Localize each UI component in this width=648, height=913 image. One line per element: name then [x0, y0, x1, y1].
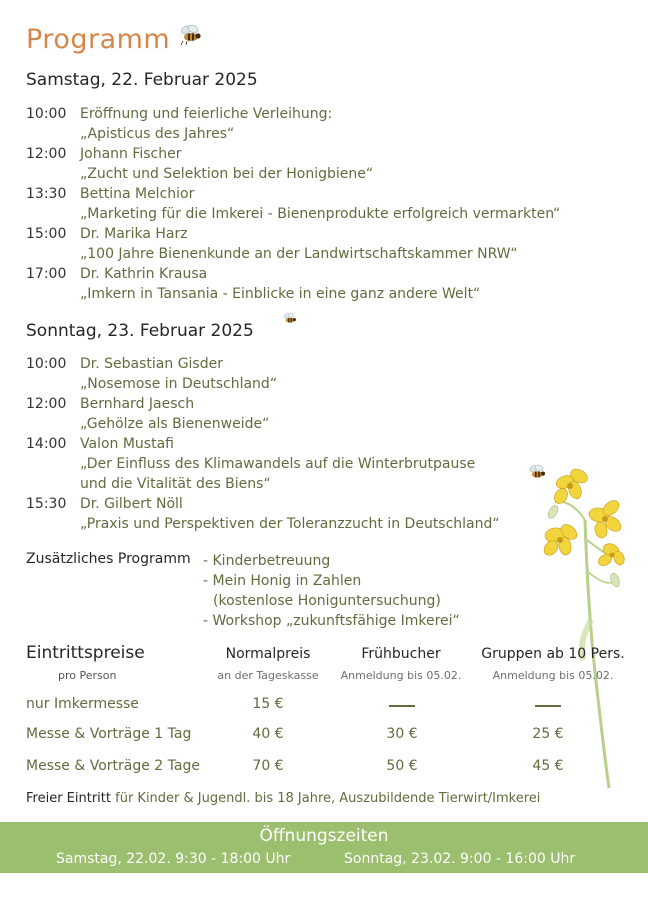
schedule-time: 15:00 [26, 226, 67, 242]
speaker: Valon Mustafi [80, 436, 174, 452]
sunday-heading: Sonntag, 23. Februar 2025 [26, 321, 254, 341]
speaker: Bettina Melchior [80, 186, 195, 202]
schedule-time: 10:00 [26, 106, 67, 122]
schedule-time: 14:00 [26, 436, 67, 452]
price-row-label: Messe & Vorträge 1 Tag [26, 726, 192, 742]
talk-title: „Gehölze als Bienenweide“ [80, 416, 270, 432]
schedule-time: 15:30 [26, 496, 67, 512]
page-title: Programm [26, 24, 171, 55]
talk-title: „Imkern in Tansania - Einblicke in eine ganz andere Welt“ [80, 286, 481, 302]
price-column-sub: Anmeldung bis 05.02. [340, 669, 462, 682]
talk-title: „100 Jahre Bienenkunde an der Landwirtschaftskammer NRW“ [80, 246, 518, 262]
talk-title: „Zucht und Selektion bei der Honigbiene“ [80, 166, 374, 182]
list-item: - Workshop „zukunftsfähige Imkerei“ [203, 613, 460, 629]
speaker: Bernhard Jaesch [80, 396, 195, 412]
sunday-schedule [26, 354, 500, 534]
opening-hours-title: Öffnungszeiten [259, 826, 389, 846]
talk-title: „Der Einfluss des Klimawandels auf die Winterbrutpause und die Vitalität des Biens“ [80, 456, 476, 492]
price-value: 40 € [252, 726, 284, 742]
talk-title: „Marketing für die Imkerei - Bienenprodukte erfolgreich vermarkten“ [80, 206, 561, 222]
list-item: (kostenlose Honiguntersuchung) [213, 593, 441, 609]
prices-subtitle: pro Person [58, 669, 117, 682]
speaker: Dr. Kathrin Krausa [80, 266, 208, 282]
bee-icon [282, 312, 298, 326]
schedule-time: 17:00 [26, 266, 67, 282]
list-item: - Kinderbetreuung [203, 553, 331, 569]
talk-title: „Praxis und Perspektiven der Toleranzzucht in Deutschland“ [80, 516, 500, 532]
price-column-sub: an der Tageskasse [217, 669, 319, 682]
talk-title: „Nosemose in Deutschland“ [80, 376, 278, 392]
talk-title: „Apisticus des Jahres“ [80, 126, 235, 142]
speaker: Eröffnung und feierliche Verleihung: [80, 106, 333, 122]
schedule-time: 12:00 [26, 396, 67, 412]
price-column-head: Frühbucher [361, 646, 441, 662]
schedule-item [26, 494, 500, 534]
price-value: 25 € [532, 726, 564, 742]
price-row-label: Messe & Vorträge 2 Tage [26, 758, 200, 774]
price-column-head: Normalpreis [225, 646, 311, 662]
schedule-item [26, 434, 500, 494]
price-value: 15 € [252, 696, 284, 712]
prices-title: Eintrittspreise [26, 643, 145, 663]
schedule-time: 13:30 [26, 186, 67, 202]
bee-icon [178, 24, 204, 46]
schedule-item [26, 184, 560, 224]
price-value: 30 € [386, 726, 418, 742]
schedule-item [26, 264, 560, 304]
extra-program-label: Zusätzliches Programm [26, 551, 191, 567]
price-row-label: nur Imkermesse [26, 696, 139, 712]
schedule-item [26, 144, 560, 184]
extra-program-list [203, 551, 460, 631]
schedule-time: 10:00 [26, 356, 67, 372]
price-value: 45 € [532, 758, 564, 774]
price-value: 50 € [386, 758, 418, 774]
schedule-item [26, 104, 560, 144]
saturday-heading: Samstag, 22. Februar 2025 [26, 70, 258, 90]
opening-hours-saturday: Samstag, 22.02. 9:30 - 18:00 Uhr [56, 851, 291, 867]
speaker: Dr. Marika Harz [80, 226, 188, 242]
schedule-item [26, 394, 500, 434]
speaker: Dr. Sebastian Gisder [80, 356, 223, 372]
speaker: Johann Fischer [80, 146, 182, 162]
speaker: Dr. Gilbert Nöll [80, 496, 183, 512]
price-not-available-dash [535, 705, 561, 707]
free-entry-note [26, 791, 540, 806]
price-not-available-dash [389, 705, 415, 707]
price-column-sub: Anmeldung bis 05.02. [492, 669, 614, 682]
schedule-item [26, 224, 560, 264]
schedule-time: 12:00 [26, 146, 67, 162]
free-entry-text: für Kinder & Jugendl. bis 18 Jahre, Auszubildende Tierwirt/Imkerei [111, 791, 541, 806]
list-item: - Mein Honig in Zahlen [203, 573, 362, 589]
price-column-head: Gruppen ab 10 Pers. [481, 646, 625, 662]
schedule-item [26, 354, 500, 394]
opening-hours-sunday: Sonntag, 23.02. 9:00 - 16:00 Uhr [344, 851, 576, 867]
price-value: 70 € [252, 758, 284, 774]
free-entry-bold: Freier Eintritt [26, 791, 111, 806]
saturday-schedule [26, 104, 560, 304]
